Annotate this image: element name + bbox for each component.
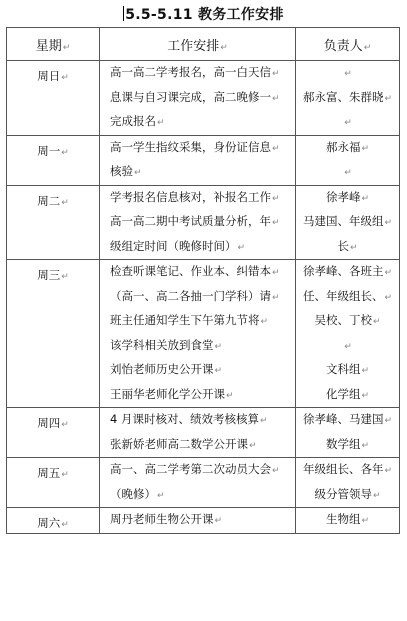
work-line: （高一、高二各抽一门学科）请↵	[110, 288, 280, 303]
table-body	[7, 61, 400, 534]
table-row	[7, 135, 400, 185]
header-responsible: 负责人↵	[296, 28, 400, 61]
responsible-line: 吴校、丁校↵	[314, 313, 381, 327]
work-line: 王丽华老师化学公开课↵	[110, 386, 234, 401]
responsible-line: ↵	[344, 168, 352, 178]
work-cell	[100, 61, 296, 136]
page-title: 5.5-5.11 教务工作安排	[125, 7, 284, 23]
responsible-line: 任、年级组长、↵	[302, 288, 393, 303]
header-work: 工作安排↵	[100, 28, 296, 61]
responsible-line: 郝永福↵	[325, 139, 370, 154]
responsible-cell	[296, 135, 400, 185]
work-line: 高一、高二学考第二次动员大会↵	[110, 462, 280, 476]
responsible-line: ↵	[344, 69, 352, 79]
day-cell: 周三↵	[7, 260, 100, 408]
work-line: 完成报名↵	[110, 114, 165, 128]
responsible-cell	[296, 508, 400, 534]
day-cell: 周日↵	[7, 61, 100, 136]
responsible-line: 文科组↵	[325, 362, 370, 376]
responsible-line: 化学组↵	[325, 386, 370, 401]
work-line: 周丹老师生物公开课↵	[110, 512, 223, 526]
table-row	[7, 458, 400, 508]
responsible-line: 生物组↵	[325, 512, 370, 526]
day-cell: 周四↵	[7, 408, 100, 458]
responsible-line: ↵	[344, 118, 352, 128]
work-line: 高一高二学考报名，高一白天信↵	[110, 65, 280, 79]
responsible-line: 长↵	[337, 238, 358, 253]
table-row	[7, 508, 400, 534]
day-cell: 周六↵	[7, 508, 100, 534]
responsible-line: 级分管领导↵	[314, 486, 381, 501]
table-header-row	[7, 28, 400, 61]
work-line: （晚修）↵	[110, 486, 165, 501]
work-line: 班主任通知学生下午第九节将↵	[110, 313, 269, 327]
work-line: 核验↵	[110, 164, 142, 178]
responsible-line: 郝永富、朱群晓↵	[302, 89, 393, 104]
table-row	[7, 408, 400, 458]
work-line: 学考报名信息核对，补报名工作↵	[110, 189, 280, 204]
work-line: 息课与自习课完成，高二晚修一↵	[110, 89, 280, 104]
responsible-cell	[296, 408, 400, 458]
table-row	[7, 185, 400, 260]
work-line: 刘怡老师历史公开课↵	[110, 362, 223, 376]
responsible-cell	[296, 61, 400, 136]
responsible-line: 徐孝峰、马建国↵	[302, 412, 393, 426]
work-cell	[100, 185, 296, 260]
day-cell: 周二↵	[7, 185, 100, 260]
work-line: 级组定时间（晚修时间）↵	[110, 238, 246, 253]
schedule-table	[6, 27, 400, 534]
table-row	[7, 61, 400, 136]
responsible-cell	[296, 260, 400, 408]
work-line: 4 月课时核对、绩效考核核算↵	[110, 412, 268, 426]
table-row	[7, 260, 400, 408]
responsible-line: 马建国、年级组↵	[302, 214, 393, 228]
responsible-line: 徐孝峰、各班主↵	[302, 264, 393, 278]
responsible-line: ↵	[344, 341, 352, 352]
responsible-cell	[296, 185, 400, 260]
day-cell: 周一↵	[7, 135, 100, 185]
responsible-line: 徐孝峰↵	[325, 189, 370, 204]
work-line: 高一学生指纹采集，身份证信息↵	[110, 139, 280, 154]
work-cell	[100, 458, 296, 508]
work-cell	[100, 260, 296, 408]
work-line: 高一高二期中考试质量分析，年↵	[110, 214, 280, 228]
work-line: 该学科相关放到食堂↵	[110, 337, 223, 352]
responsible-line: 年级组长、各年↵	[302, 462, 393, 476]
work-cell	[100, 135, 296, 185]
responsible-line: 数学组↵	[325, 436, 370, 451]
work-line: 检查听课笔记、作业本、纠错本↵	[110, 264, 280, 278]
responsible-cell	[296, 458, 400, 508]
header-day: 星期↵	[7, 28, 100, 61]
day-cell: 周五↵	[7, 458, 100, 508]
work-line: 张新娇老师高二数学公开课↵	[110, 436, 257, 451]
work-cell	[100, 408, 296, 458]
work-cell	[100, 508, 296, 534]
